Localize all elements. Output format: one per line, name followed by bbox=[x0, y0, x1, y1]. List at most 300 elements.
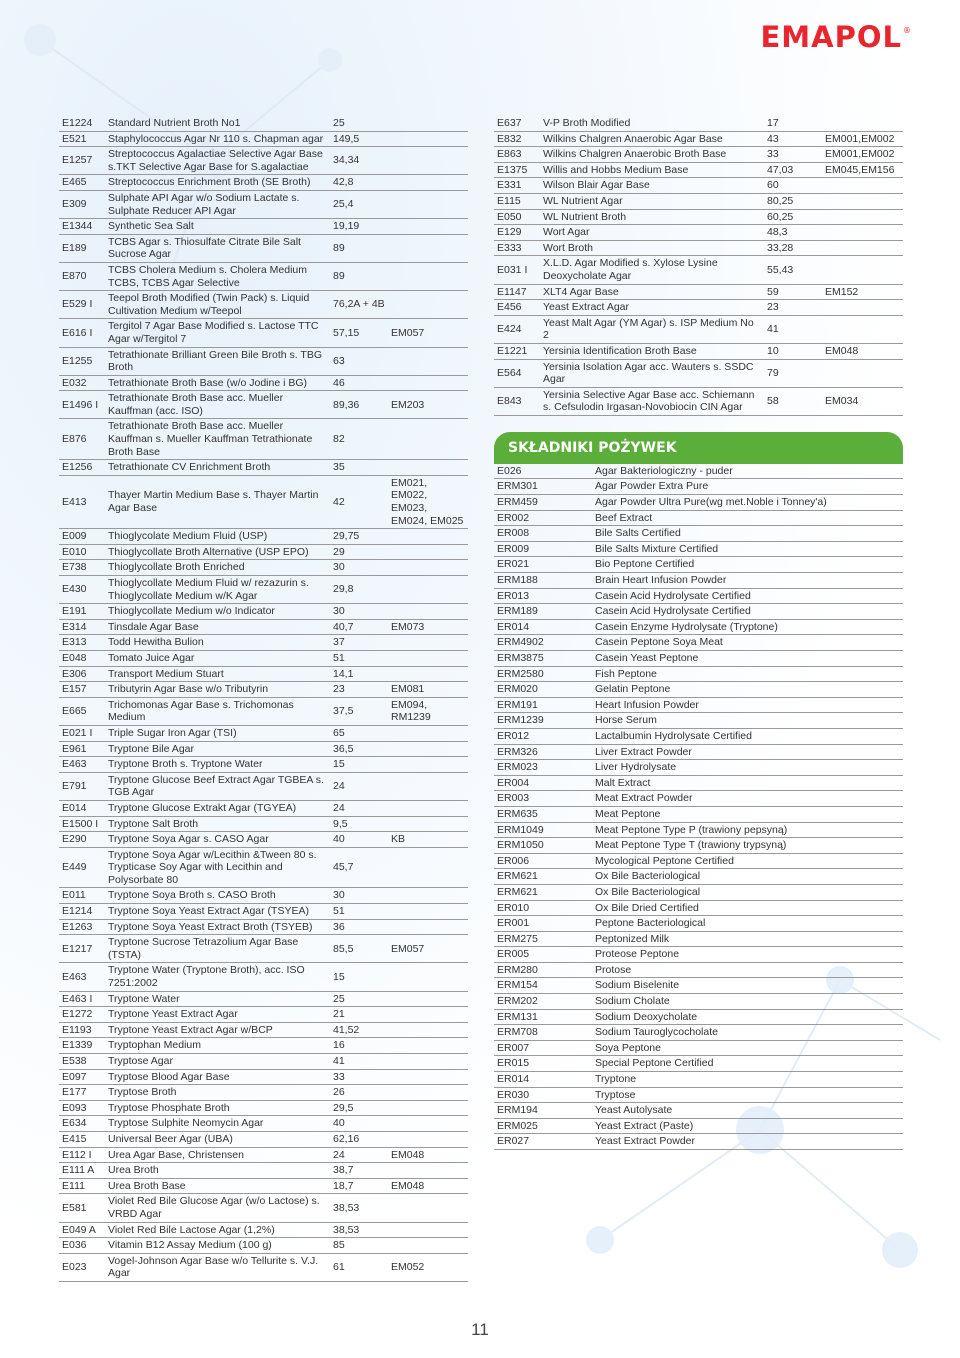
product-code: E843 bbox=[494, 387, 540, 415]
ingredient-name: Bile Salts Mixture Certified bbox=[592, 541, 903, 557]
product-row bbox=[59, 576, 468, 604]
product-code: E290 bbox=[59, 832, 105, 848]
product-code: E112 I bbox=[59, 1147, 105, 1163]
product-note: EM152 bbox=[822, 284, 903, 300]
product-row bbox=[59, 847, 468, 888]
product-code: E961 bbox=[59, 741, 105, 757]
product-name: WL Nutrient Broth bbox=[540, 209, 764, 225]
product-price: 149,5 bbox=[330, 131, 388, 147]
ingredient-code: ER027 bbox=[494, 1134, 592, 1150]
product-code: E564 bbox=[494, 359, 540, 387]
product-name: Urea Broth Base bbox=[105, 1178, 330, 1194]
product-row bbox=[59, 1054, 468, 1070]
product-code: E521 bbox=[59, 131, 105, 147]
product-name: Wilkins Chalgren Anaerobic Broth Base bbox=[540, 147, 764, 163]
ingredient-row bbox=[494, 744, 903, 760]
product-row bbox=[59, 619, 468, 635]
product-price: 41 bbox=[764, 315, 822, 343]
ingredient-row bbox=[494, 931, 903, 947]
logo-text: EMAPOL bbox=[760, 20, 902, 54]
product-note bbox=[388, 262, 468, 290]
ingredient-name: Meat Extract Powder bbox=[592, 791, 903, 807]
ingredient-code: ERM020 bbox=[494, 682, 592, 698]
product-price: 17 bbox=[764, 116, 822, 131]
product-name: Vogel-Johnson Agar Base w/o Tellurite s. V.J. Agar bbox=[105, 1253, 330, 1281]
ingredient-row bbox=[494, 588, 903, 604]
ingredient-code: ERM023 bbox=[494, 760, 592, 776]
ingredient-code: ER014 bbox=[494, 1072, 592, 1088]
ingredient-name: Ox Bile Bacteriological bbox=[592, 869, 903, 885]
product-name: Wilkins Chalgren Anaerobic Agar Base bbox=[540, 131, 764, 147]
product-note bbox=[388, 375, 468, 391]
product-name: V-P Broth Modified bbox=[540, 116, 764, 131]
product-price: 26 bbox=[330, 1085, 388, 1101]
product-price: 29,8 bbox=[330, 576, 388, 604]
ingredient-code: ERM191 bbox=[494, 697, 592, 713]
ingredient-code: ER001 bbox=[494, 916, 592, 932]
product-code: E314 bbox=[59, 619, 105, 635]
product-price: 51 bbox=[330, 904, 388, 920]
product-code: E1263 bbox=[59, 919, 105, 935]
product-note bbox=[388, 460, 468, 476]
product-note bbox=[388, 741, 468, 757]
product-price: 33,28 bbox=[764, 240, 822, 256]
product-price: 79 bbox=[764, 359, 822, 387]
product-note bbox=[822, 256, 903, 284]
right-product-table bbox=[494, 116, 903, 416]
product-note: KB bbox=[388, 832, 468, 848]
product-row bbox=[494, 284, 903, 300]
product-price: 60 bbox=[764, 178, 822, 194]
product-name: Staphylococcus Agar Nr 110 s. Chapman agar bbox=[105, 131, 330, 147]
product-name: Streptococcus Enrichment Broth (SE Broth) bbox=[105, 175, 330, 191]
ingredient-row bbox=[494, 900, 903, 916]
ingredient-code: ERM194 bbox=[494, 1103, 592, 1119]
product-row bbox=[59, 935, 468, 963]
product-price: 38,53 bbox=[330, 1222, 388, 1238]
product-note bbox=[388, 1054, 468, 1070]
ingredient-row bbox=[494, 573, 903, 589]
ingredient-code: ERM131 bbox=[494, 1009, 592, 1025]
product-note bbox=[388, 1069, 468, 1085]
product-note: EM203 bbox=[388, 391, 468, 419]
product-note bbox=[388, 419, 468, 460]
ingredient-row bbox=[494, 1087, 903, 1103]
ingredient-row bbox=[494, 510, 903, 526]
ingredient-name: Sodium Cholate bbox=[592, 994, 903, 1010]
product-price: 14,1 bbox=[330, 666, 388, 682]
ingredient-row bbox=[494, 1040, 903, 1056]
product-price: 23 bbox=[330, 682, 388, 698]
ingredient-row bbox=[494, 978, 903, 994]
product-code: E449 bbox=[59, 847, 105, 888]
product-name: Thioglycollate Medium w/o Indicator bbox=[105, 604, 330, 620]
product-code: E031 I bbox=[494, 256, 540, 284]
product-name: Tryptone Soya Yeast Extract Agar (TSYEA) bbox=[105, 904, 330, 920]
product-price: 25 bbox=[330, 991, 388, 1007]
product-note bbox=[388, 1194, 468, 1222]
ingredient-row bbox=[494, 916, 903, 932]
product-price: 82 bbox=[330, 419, 388, 460]
product-row bbox=[59, 347, 468, 375]
product-code: E463 I bbox=[59, 991, 105, 1007]
product-row bbox=[59, 650, 468, 666]
product-row bbox=[59, 832, 468, 848]
product-code: E333 bbox=[494, 240, 540, 256]
ingredient-row bbox=[494, 822, 903, 838]
product-row bbox=[494, 359, 903, 387]
product-code: E021 I bbox=[59, 725, 105, 741]
left-product-column bbox=[59, 116, 468, 1282]
product-name: Standard Nutrient Broth No1 bbox=[105, 116, 330, 131]
ingredient-row bbox=[494, 947, 903, 963]
product-note bbox=[388, 1163, 468, 1179]
product-code: E014 bbox=[59, 800, 105, 816]
product-row bbox=[59, 904, 468, 920]
product-code: E581 bbox=[59, 1194, 105, 1222]
product-price: 51 bbox=[330, 650, 388, 666]
ingredient-row bbox=[494, 806, 903, 822]
product-price: 58 bbox=[764, 387, 822, 415]
product-name: Tetrathionate Broth Base acc. Mueller Kauffman (acc. ISO) bbox=[105, 391, 330, 419]
product-code: E1193 bbox=[59, 1022, 105, 1038]
ingredient-row bbox=[494, 557, 903, 573]
product-price: 10 bbox=[764, 343, 822, 359]
product-name: Yersinia Identification Broth Base bbox=[540, 343, 764, 359]
product-code: E738 bbox=[59, 560, 105, 576]
product-row bbox=[59, 1038, 468, 1054]
product-price: 42,8 bbox=[330, 175, 388, 191]
product-row bbox=[59, 741, 468, 757]
product-price: 24 bbox=[330, 800, 388, 816]
product-row bbox=[59, 190, 468, 218]
product-note: EM048 bbox=[388, 1147, 468, 1163]
ingredient-row bbox=[494, 775, 903, 791]
product-row bbox=[59, 816, 468, 832]
product-row bbox=[494, 256, 903, 284]
product-code: E870 bbox=[59, 262, 105, 290]
product-note bbox=[388, 800, 468, 816]
product-price: 38,53 bbox=[330, 1194, 388, 1222]
ingredient-row bbox=[494, 682, 903, 698]
product-name: Tryptone Sucrose Tetrazolium Agar Base (TSTA) bbox=[105, 935, 330, 963]
product-note bbox=[822, 209, 903, 225]
product-row bbox=[59, 175, 468, 191]
product-row bbox=[59, 772, 468, 800]
product-note bbox=[822, 225, 903, 241]
product-row bbox=[59, 991, 468, 1007]
product-name: Teepol Broth Modified (Twin Pack) s. Liquid Cultivation Medium w/Teepol bbox=[105, 291, 330, 319]
product-name: Tetrathionate Broth Base (w/o Jodine i BG) bbox=[105, 375, 330, 391]
product-code: E097 bbox=[59, 1069, 105, 1085]
product-code: E1221 bbox=[494, 343, 540, 359]
product-name: Tryptophan Medium bbox=[105, 1038, 330, 1054]
product-name: Tetrathionate Broth Base acc. Mueller Kauffman s. Mueller Kauffman Tetrathionate Broth Base bbox=[105, 419, 330, 460]
ingredient-code: ERM459 bbox=[494, 495, 592, 511]
product-row bbox=[494, 147, 903, 163]
product-name: Streptococcus Agalactiae Selective Agar Base s.TKT Selective Agar Base for S.agalactiae bbox=[105, 147, 330, 175]
ingredient-code: ER006 bbox=[494, 853, 592, 869]
product-row bbox=[59, 291, 468, 319]
ingredient-row bbox=[494, 1103, 903, 1119]
product-price: 38,7 bbox=[330, 1163, 388, 1179]
product-code: E456 bbox=[494, 300, 540, 316]
ingredient-code: ERM301 bbox=[494, 479, 592, 495]
product-name: Sulphate API Agar w/o Sodium Lactate s. Sulphate Reducer API Agar bbox=[105, 190, 330, 218]
ingredient-name: Ox Bile Bacteriological bbox=[592, 884, 903, 900]
product-note: EM048 bbox=[388, 1178, 468, 1194]
product-code: E413 bbox=[59, 475, 105, 528]
product-row bbox=[494, 300, 903, 316]
product-price: 80,25 bbox=[764, 193, 822, 209]
ingredient-row bbox=[494, 697, 903, 713]
ingredient-code: ERM635 bbox=[494, 806, 592, 822]
product-row bbox=[59, 666, 468, 682]
product-row bbox=[59, 319, 468, 347]
right-product-column bbox=[494, 116, 903, 1150]
product-code: E050 bbox=[494, 209, 540, 225]
product-name: Tergitol 7 Agar Base Modified s. Lactose TTC Agar w/Tergitol 7 bbox=[105, 319, 330, 347]
ingredient-code: ERM1049 bbox=[494, 822, 592, 838]
product-name: Tryptose Blood Agar Base bbox=[105, 1069, 330, 1085]
ingredient-code: E026 bbox=[494, 464, 592, 479]
product-name: Yeast Malt Agar (YM Agar) s. ISP Medium No 2 bbox=[540, 315, 764, 343]
ingredient-row bbox=[494, 604, 903, 620]
product-code: E011 bbox=[59, 888, 105, 904]
ingredient-row bbox=[494, 1134, 903, 1150]
product-code: E665 bbox=[59, 697, 105, 725]
product-row bbox=[494, 209, 903, 225]
product-code: E1500 I bbox=[59, 816, 105, 832]
product-code: E1344 bbox=[59, 219, 105, 235]
product-row bbox=[494, 225, 903, 241]
product-row bbox=[59, 604, 468, 620]
product-name: Willis and Hobbs Medium Base bbox=[540, 162, 764, 178]
product-code: E157 bbox=[59, 682, 105, 698]
product-price: 29,5 bbox=[330, 1100, 388, 1116]
product-name: Tryptose Sulphite Neomycin Agar bbox=[105, 1116, 330, 1132]
product-row bbox=[59, 1069, 468, 1085]
ingredient-name: Beef Extract bbox=[592, 510, 903, 526]
product-note bbox=[388, 757, 468, 773]
product-price: 57,15 bbox=[330, 319, 388, 347]
product-name: Wilson Blair Agar Base bbox=[540, 178, 764, 194]
product-row bbox=[494, 343, 903, 359]
emapol-logo bbox=[760, 20, 912, 54]
product-name: Tryptone Glucose Beef Extract Agar TGBEA s. TGB Agar bbox=[105, 772, 330, 800]
ingredient-name: Agar Powder Ultra Pure(wg met.Noble i Tonney'a) bbox=[592, 495, 903, 511]
product-price: 36 bbox=[330, 919, 388, 935]
product-code: E306 bbox=[59, 666, 105, 682]
product-price: 37,5 bbox=[330, 697, 388, 725]
product-row bbox=[59, 1163, 468, 1179]
product-code: E538 bbox=[59, 1054, 105, 1070]
ingredient-row bbox=[494, 1072, 903, 1088]
product-code: E1214 bbox=[59, 904, 105, 920]
product-code: E009 bbox=[59, 529, 105, 545]
ingredient-row bbox=[494, 1118, 903, 1134]
product-note bbox=[388, 847, 468, 888]
product-code: E634 bbox=[59, 1116, 105, 1132]
product-note bbox=[388, 131, 468, 147]
ingredient-code: ERM202 bbox=[494, 994, 592, 1010]
ingredient-code: ER002 bbox=[494, 510, 592, 526]
ingredient-name: Gelatin Peptone bbox=[592, 682, 903, 698]
product-note bbox=[822, 178, 903, 194]
ingredient-code: ER007 bbox=[494, 1040, 592, 1056]
product-note bbox=[388, 963, 468, 991]
ingredient-row bbox=[494, 760, 903, 776]
product-name: Tryptose Phosphate Broth bbox=[105, 1100, 330, 1116]
ingredient-name: Brain Heart Infusion Powder bbox=[592, 573, 903, 589]
product-code: E048 bbox=[59, 650, 105, 666]
ingredient-code: ER015 bbox=[494, 1056, 592, 1072]
product-price: 63 bbox=[330, 347, 388, 375]
product-note bbox=[388, 919, 468, 935]
product-price: 89 bbox=[330, 262, 388, 290]
product-note bbox=[388, 1022, 468, 1038]
product-row bbox=[59, 219, 468, 235]
product-note: EM048 bbox=[822, 343, 903, 359]
product-note: EM021, EM022, EM023, EM024, EM025 bbox=[388, 475, 468, 528]
product-code: E1339 bbox=[59, 1038, 105, 1054]
ingredient-row bbox=[494, 713, 903, 729]
ingredient-code: ERM4902 bbox=[494, 635, 592, 651]
ingredient-row bbox=[494, 1056, 903, 1072]
product-row bbox=[59, 375, 468, 391]
product-note bbox=[388, 1038, 468, 1054]
ingredient-name: Sodium Tauroglycocholate bbox=[592, 1025, 903, 1041]
product-name: Urea Broth bbox=[105, 1163, 330, 1179]
product-price: 25,4 bbox=[330, 190, 388, 218]
product-note bbox=[822, 315, 903, 343]
product-row bbox=[59, 544, 468, 560]
product-code: E791 bbox=[59, 772, 105, 800]
product-price: 35 bbox=[330, 460, 388, 476]
ingredient-code: ERM3875 bbox=[494, 651, 592, 667]
product-name: Tryptone Soya Agar w/Lecithin &Tween 80 s. Trypticase Soy Agar with Lecithin and Polysorbate 80 bbox=[105, 847, 330, 888]
product-note bbox=[388, 1238, 468, 1254]
product-name: Tryptose Agar bbox=[105, 1054, 330, 1070]
product-name: Synthetic Sea Salt bbox=[105, 219, 330, 235]
product-note bbox=[822, 240, 903, 256]
product-row bbox=[59, 262, 468, 290]
product-row bbox=[59, 757, 468, 773]
product-name: Tryptone Soya Broth s. CASO Broth bbox=[105, 888, 330, 904]
product-name: Wort Broth bbox=[540, 240, 764, 256]
product-note bbox=[388, 888, 468, 904]
product-note bbox=[388, 816, 468, 832]
product-row bbox=[59, 635, 468, 651]
product-row bbox=[59, 560, 468, 576]
ingredient-code: ERM621 bbox=[494, 884, 592, 900]
page-number: 11 bbox=[471, 1320, 489, 1339]
product-note bbox=[388, 991, 468, 1007]
product-name: Yeast Extract Agar bbox=[540, 300, 764, 316]
product-price: 40 bbox=[330, 1116, 388, 1132]
ingredient-name: Liver Hydrolysate bbox=[592, 760, 903, 776]
ingredient-name: Horse Serum bbox=[592, 713, 903, 729]
product-note: EM001,EM002 bbox=[822, 131, 903, 147]
product-price: 41 bbox=[330, 1054, 388, 1070]
ingredient-code: ER013 bbox=[494, 588, 592, 604]
product-price: 89 bbox=[330, 234, 388, 262]
ingredient-name: Mycological Peptone Certified bbox=[592, 853, 903, 869]
product-price: 43 bbox=[764, 131, 822, 147]
product-note bbox=[388, 234, 468, 262]
ingredient-code: ER012 bbox=[494, 728, 592, 744]
product-note: EM034 bbox=[822, 387, 903, 415]
product-name: Tomato Juice Agar bbox=[105, 650, 330, 666]
ingredient-name: Special Peptone Certified bbox=[592, 1056, 903, 1072]
ingredient-code: ER010 bbox=[494, 900, 592, 916]
product-note bbox=[388, 1085, 468, 1101]
product-code: E331 bbox=[494, 178, 540, 194]
product-row bbox=[59, 725, 468, 741]
product-row bbox=[59, 475, 468, 528]
product-note bbox=[388, 219, 468, 235]
product-row bbox=[59, 1253, 468, 1281]
ingredient-name: Yeast Extract Powder bbox=[592, 1134, 903, 1150]
product-note bbox=[822, 300, 903, 316]
ingredient-code: ER030 bbox=[494, 1087, 592, 1103]
product-price: 55,43 bbox=[764, 256, 822, 284]
product-note: EM057 bbox=[388, 935, 468, 963]
ingredient-code: ER014 bbox=[494, 619, 592, 635]
product-row bbox=[59, 1238, 468, 1254]
ingredient-name: Meat Peptone bbox=[592, 806, 903, 822]
product-price: 85 bbox=[330, 1238, 388, 1254]
product-name: TCBS Cholera Medium s. Cholera Medium TCBS, TCBS Agar Selective bbox=[105, 262, 330, 290]
product-note: EM001,EM002 bbox=[822, 147, 903, 163]
product-note bbox=[388, 635, 468, 651]
product-row bbox=[59, 529, 468, 545]
ingredient-name: Tryptone bbox=[592, 1072, 903, 1088]
product-code: E191 bbox=[59, 604, 105, 620]
ingredient-code: ERM275 bbox=[494, 931, 592, 947]
product-code: E129 bbox=[494, 225, 540, 241]
ingredient-name: Agar Powder Extra Pure bbox=[592, 479, 903, 495]
ingredient-row bbox=[494, 666, 903, 682]
ingredient-row bbox=[494, 838, 903, 854]
product-note: EM045,EM156 bbox=[822, 162, 903, 178]
ingredient-code: ER004 bbox=[494, 775, 592, 791]
product-name: Universal Beer Agar (UBA) bbox=[105, 1131, 330, 1147]
product-row bbox=[494, 387, 903, 415]
product-row bbox=[59, 1007, 468, 1023]
product-note bbox=[388, 190, 468, 218]
product-price: 15 bbox=[330, 757, 388, 773]
product-code: E313 bbox=[59, 635, 105, 651]
product-note bbox=[388, 604, 468, 620]
product-code: E463 bbox=[59, 757, 105, 773]
ingredient-code: ERM154 bbox=[494, 978, 592, 994]
product-note bbox=[388, 650, 468, 666]
product-note bbox=[388, 576, 468, 604]
product-row bbox=[494, 162, 903, 178]
ingredient-row bbox=[494, 884, 903, 900]
product-price: 19,19 bbox=[330, 219, 388, 235]
product-name: Violet Red Bile Lactose Agar (1,2%) bbox=[105, 1222, 330, 1238]
product-row bbox=[59, 234, 468, 262]
product-price: 76,2A + 4B bbox=[330, 291, 388, 319]
product-row bbox=[59, 888, 468, 904]
product-price: 34,34 bbox=[330, 147, 388, 175]
product-code: E1224 bbox=[59, 116, 105, 131]
product-code: E832 bbox=[494, 131, 540, 147]
product-code: E036 bbox=[59, 1238, 105, 1254]
product-code: E1256 bbox=[59, 460, 105, 476]
